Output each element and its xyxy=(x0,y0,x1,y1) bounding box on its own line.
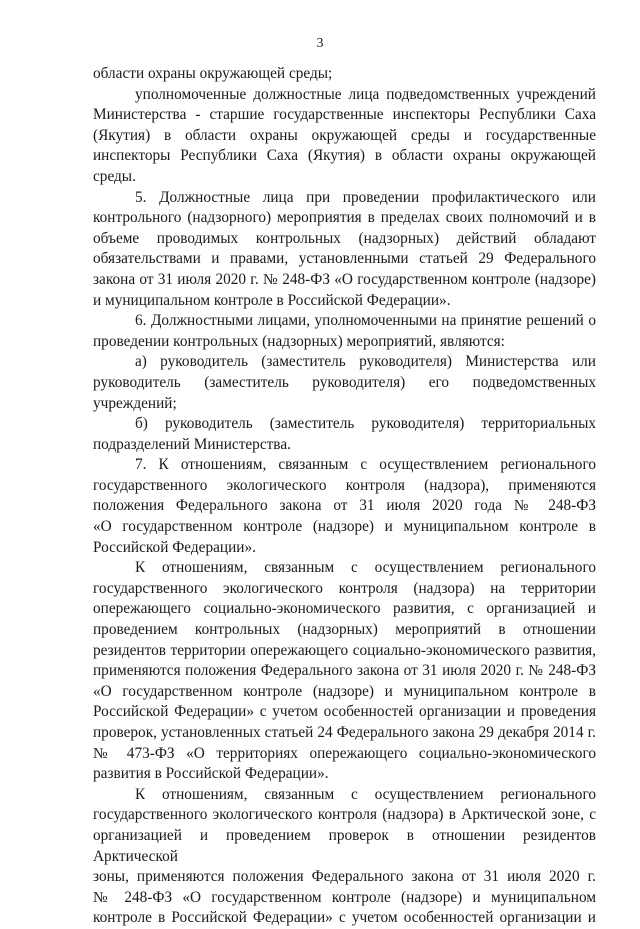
text-line: Министерства - старшие государственные инспекторы Республики Саха xyxy=(93,106,596,124)
text-line: подразделений Министерства. xyxy=(93,435,291,453)
text-line: организацией и проведением проверок в отношении резидентов Арктической xyxy=(93,826,596,865)
text-line: (Якутия) в области охраны окружающей среды и государственные xyxy=(93,126,596,144)
text-line: а) руководитель (заместитель руководителя) Министерства или xyxy=(135,353,596,371)
document-body xyxy=(93,64,596,929)
text-line: учреждений; xyxy=(93,394,177,412)
text-line: «О государственном контроле (надзоре) и муниципальном контроле в xyxy=(93,518,596,536)
text-line: государственного экологического контроля (надзора), применяются xyxy=(93,476,596,494)
text-line: закона от 31 июля 2020 г. № 248-ФЗ «О государственном контроле (надзоре) xyxy=(93,270,596,288)
text-line: государственного экологического контроля (надзора) на территории xyxy=(93,579,596,597)
text-line: руководитель (заместитель руководителя) его подведомственных xyxy=(93,373,596,391)
text-line: объеме проводимых контрольных (надзорных) действий обладают xyxy=(93,229,596,247)
text-line: опережающего социально-экономического развития, с организацией и xyxy=(93,600,596,618)
text-line: 6. Должностными лицами, уполномоченными на принятие решений о xyxy=(135,312,596,330)
text-line: проведением контрольных (надзорных) мероприятий в отношении xyxy=(93,621,596,639)
text-line: Российской Федерации» с учетом особенностей организации и проведения xyxy=(93,703,596,721)
text-line: 7. К отношениям, связанным с осуществлением регионального xyxy=(135,456,596,474)
text-line: контроле в Российской Федерации» с учетом особенностей организации и xyxy=(93,909,596,927)
text-line: Российской Федерации». xyxy=(93,538,256,556)
text-line: государственного экологического контроля (надзора) в Арктической зоне, с xyxy=(93,806,596,824)
text-line: б) руководитель (заместитель руководителя) территориальных xyxy=(135,415,596,433)
text-line: К отношениям, связанным с осуществлением регионального xyxy=(135,559,596,577)
text-line: применяются положения Федерального закона от 31 июля 2020 г. № 248-ФЗ xyxy=(93,662,596,680)
text-line: инспекторы Республики Саха (Якутия) в области охраны окружающей среды. xyxy=(93,147,596,185)
text-line: проверок, установленных статьей 24 Федерального закона 29 декабря 2014 г. xyxy=(93,724,596,741)
text-line: уполномоченные должностные лица подведомственных учреждений xyxy=(135,85,596,103)
text-line: зоны, применяются положения Федерального закона от 31 июля 2020 г. xyxy=(93,868,596,886)
text-line: и муниципальном контроле в Российской Федерации». xyxy=(93,291,451,309)
text-line: развития в Российской Федерации». xyxy=(93,765,329,783)
text-line: области охраны окружающей среды; xyxy=(93,65,333,82)
text-line: проведении контрольных (надзорных) мероприятий, являются: xyxy=(93,332,505,350)
text-line: «О государственном контроле (надзоре) и муниципальном контроле в xyxy=(93,682,596,700)
text-line: контрольного (надзорного) мероприятия в пределах своих полномочий и в xyxy=(93,209,596,227)
text-line: К отношениям, связанным с осуществлением регионального xyxy=(135,785,596,803)
text-line: резидентов территории опережающего социально-экономического развития, xyxy=(93,641,596,659)
text-line: № 248-ФЗ «О государственном контроле (надзоре) и муниципальном xyxy=(93,888,596,906)
text-line: № 473-ФЗ «О территориях опережающего социально-экономического xyxy=(93,744,596,762)
text-line: 5. Должностные лица при проведении профилактического или xyxy=(135,188,596,206)
text-line: обязательствами и правами, установленными статьей 29 Федерального xyxy=(93,250,596,268)
text-line: положения Федерального закона от 31 июля 2020 года № 248-ФЗ xyxy=(93,497,596,515)
page-number: 3 xyxy=(316,36,324,51)
